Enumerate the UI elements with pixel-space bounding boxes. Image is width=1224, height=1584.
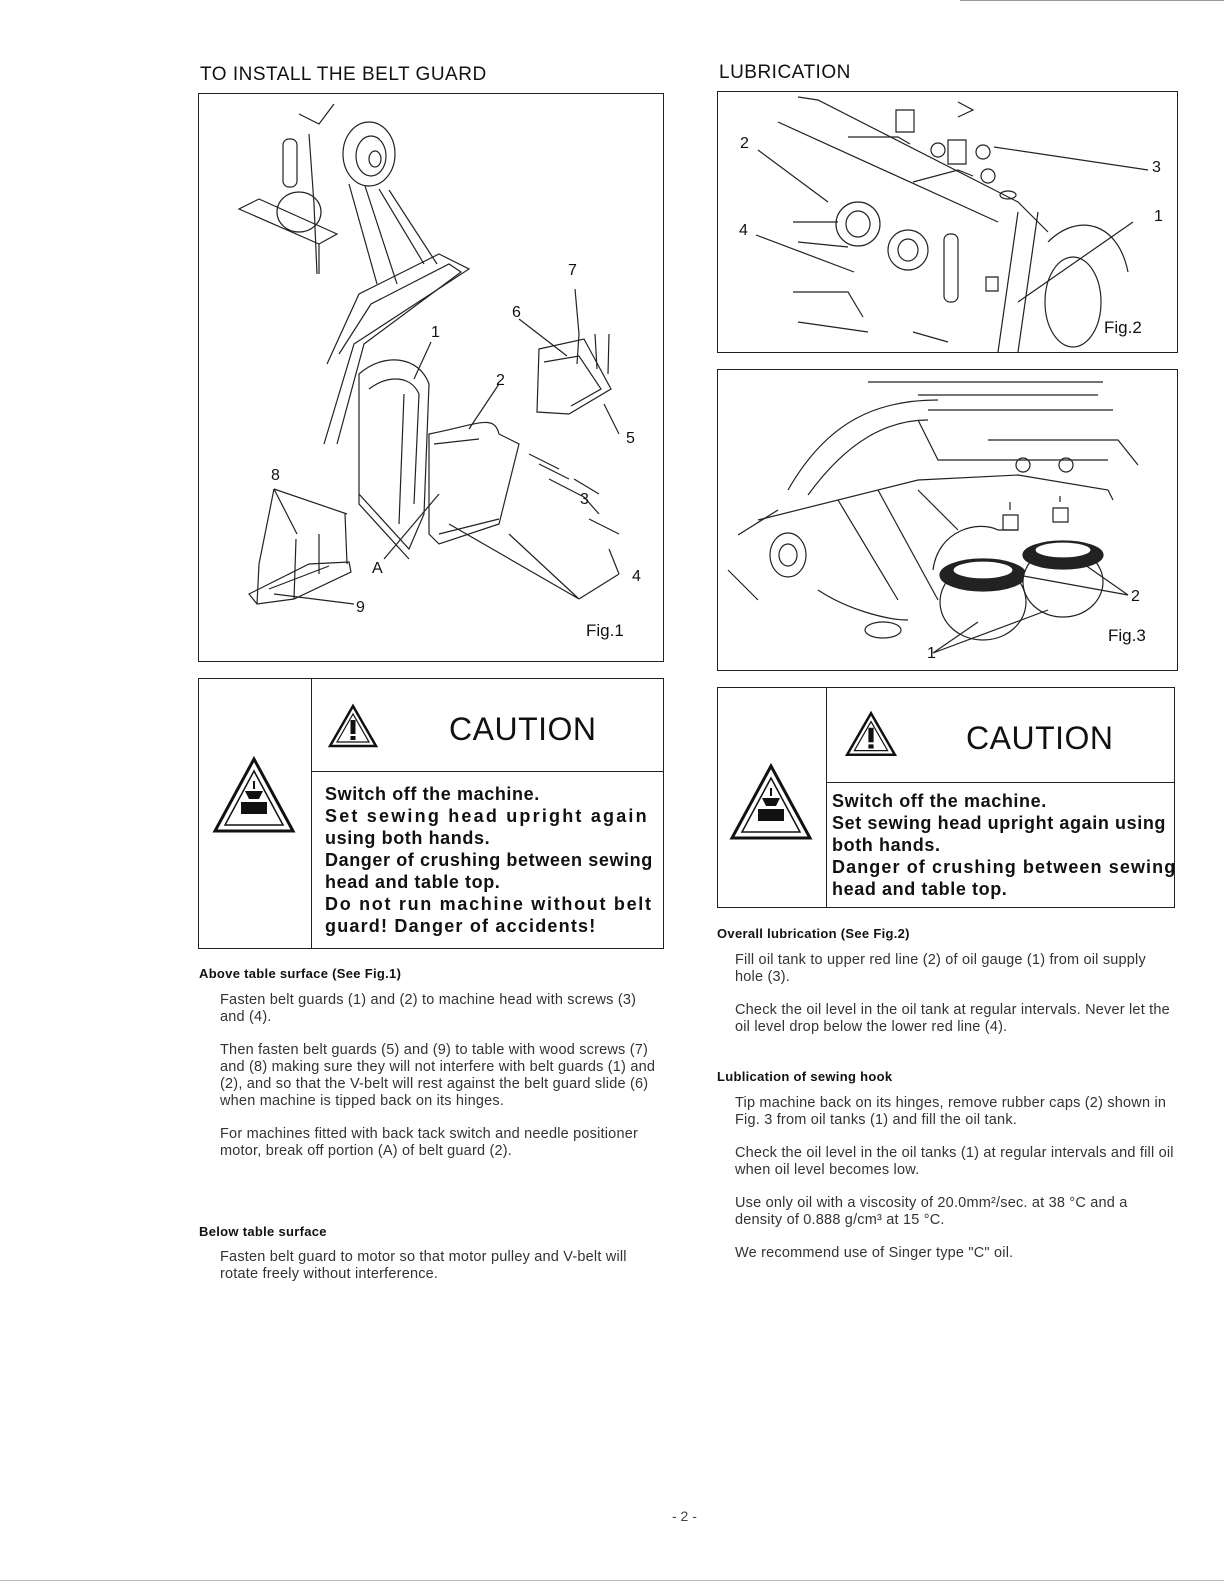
hand-crush-warning-icon <box>718 688 826 909</box>
right-caution-box <box>717 687 1175 908</box>
left-caution-title: CAUTION <box>449 711 597 747</box>
paragraph: Use only oil with a viscosity of 20.0mm²/sec. at 38 °C and a density of 0.888 g/cm³ at 15 °C. <box>735 1195 1128 1228</box>
paragraph: Check the oil level in the oil tank at regular intervals. Never let the oil level drop below the lower red line (4). <box>735 1002 1170 1035</box>
caution-line: Danger of crushing between sewing <box>832 857 1177 877</box>
caution-line: Switch off the machine. <box>832 791 1047 811</box>
paragraph: Fasten belt guards (1) and (2) to machine head with screws (3) and (4). <box>220 992 637 1025</box>
belt-guard-drawing <box>199 94 665 663</box>
fig1-callout-1: 1 <box>431 324 440 341</box>
fig3-label: Fig.3 <box>1108 626 1146 645</box>
above-table-text <box>220 992 660 1176</box>
right-caution-title: CAUTION <box>966 720 1114 756</box>
lubrication-section-title: LUBRICATION <box>719 62 851 83</box>
fig3-callout-2: 2 <box>1131 588 1140 605</box>
fig2-callout-1: 1 <box>1154 208 1163 225</box>
fig1-callout-a: A <box>372 560 383 577</box>
paragraph: For machines fitted with back tack switch and needle positioner motor, break off portion (A) of belt guard (2). <box>220 1126 638 1159</box>
left-caution-box <box>198 678 664 949</box>
caution-line: Do not run machine without belt <box>325 894 653 914</box>
fig2-illustration <box>717 91 1178 353</box>
scan-edge-line <box>0 1580 1224 1581</box>
fig2-callout-3: 3 <box>1152 159 1161 176</box>
fig3-callout-1: 1 <box>927 645 936 662</box>
above-table-heading: Above table surface (See Fig.1) <box>199 966 402 981</box>
fig1-callout-2: 2 <box>496 372 505 389</box>
fig1-callout-3: 3 <box>580 491 589 508</box>
right-caution-hand-warning <box>718 688 827 907</box>
right-caution-header <box>826 688 1174 783</box>
oil-gauge-drawing <box>718 92 1179 354</box>
caution-line: head and table top. <box>832 879 1008 899</box>
right-caution-text <box>826 782 1177 907</box>
overall-lubrication-text <box>735 952 1177 1052</box>
warning-triangle-icon <box>327 703 379 749</box>
fig1-callout-8: 8 <box>271 467 280 484</box>
fig1-callout-7: 7 <box>568 262 577 279</box>
below-table-heading: Below table surface <box>199 1224 327 1239</box>
paragraph: Check the oil level in the oil tanks (1) at regular intervals and fill oil when oil level becomes low. <box>735 1145 1174 1178</box>
fig2-callout-4: 4 <box>739 222 748 239</box>
warning-triangle-icon <box>844 710 898 758</box>
caution-line: both hands. <box>832 835 941 855</box>
caution-line: Danger of crushing between sewing <box>325 850 653 870</box>
caution-line: Set sewing head upright again using <box>832 813 1167 833</box>
caution-line: Set sewing head upright again <box>325 806 649 826</box>
left-caution-hand-warning <box>199 679 312 948</box>
overall-lubrication-heading: Overall lubrication (See Fig.2) <box>717 926 910 941</box>
page-number: - 2 - <box>672 1508 697 1524</box>
fig3-illustration <box>717 369 1178 671</box>
sewing-hook-heading: Lublication of sewing hook <box>717 1069 893 1084</box>
fig2-label: Fig.2 <box>1104 318 1142 337</box>
fig1-callout-9: 9 <box>356 599 365 616</box>
below-table-text <box>220 1249 660 1299</box>
fig1-callout-4: 4 <box>632 568 641 585</box>
scan-edge-line <box>960 0 1224 1</box>
caution-line: using both hands. <box>325 828 491 848</box>
caution-line: guard! Danger of accidents! <box>325 916 597 936</box>
fig1-illustration <box>198 93 664 662</box>
paragraph: Then fasten belt guards (5) and (9) to table with wood screws (7) and (8) making sure they will not interfere with belt guards (1) and (2), and so that the V-belt will rest against the belt guard slide (6) when machine is tipped back on its hinges. <box>220 1042 656 1109</box>
belt-guard-section-title: TO INSTALL THE BELT GUARD <box>200 64 487 85</box>
left-caution-header <box>311 679 663 772</box>
caution-line: Switch off the machine. <box>325 784 540 804</box>
fig1-callout-6: 6 <box>512 304 521 321</box>
fig1-label: Fig.1 <box>586 621 624 640</box>
fig1-callout-5: 5 <box>626 430 635 447</box>
paragraph: We recommend use of Singer type "C" oil. <box>735 1245 1014 1261</box>
sewing-hook-text <box>735 1095 1177 1278</box>
paragraph: Fasten belt guard to motor so that motor pulley and V-belt will rotate freely without interference. <box>220 1249 627 1282</box>
hand-crush-warning-icon <box>199 679 311 950</box>
left-caution-text <box>311 771 663 948</box>
caution-line: head and table top. <box>325 872 501 892</box>
fig2-callout-2: 2 <box>740 135 749 152</box>
paragraph: Fill oil tank to upper red line (2) of oil gauge (1) from oil supply hole (3). <box>735 952 1146 985</box>
paragraph: Tip machine back on its hinges, remove rubber caps (2) shown in Fig. 3 from oil tanks (1) and fill the oil tank. <box>735 1095 1167 1128</box>
